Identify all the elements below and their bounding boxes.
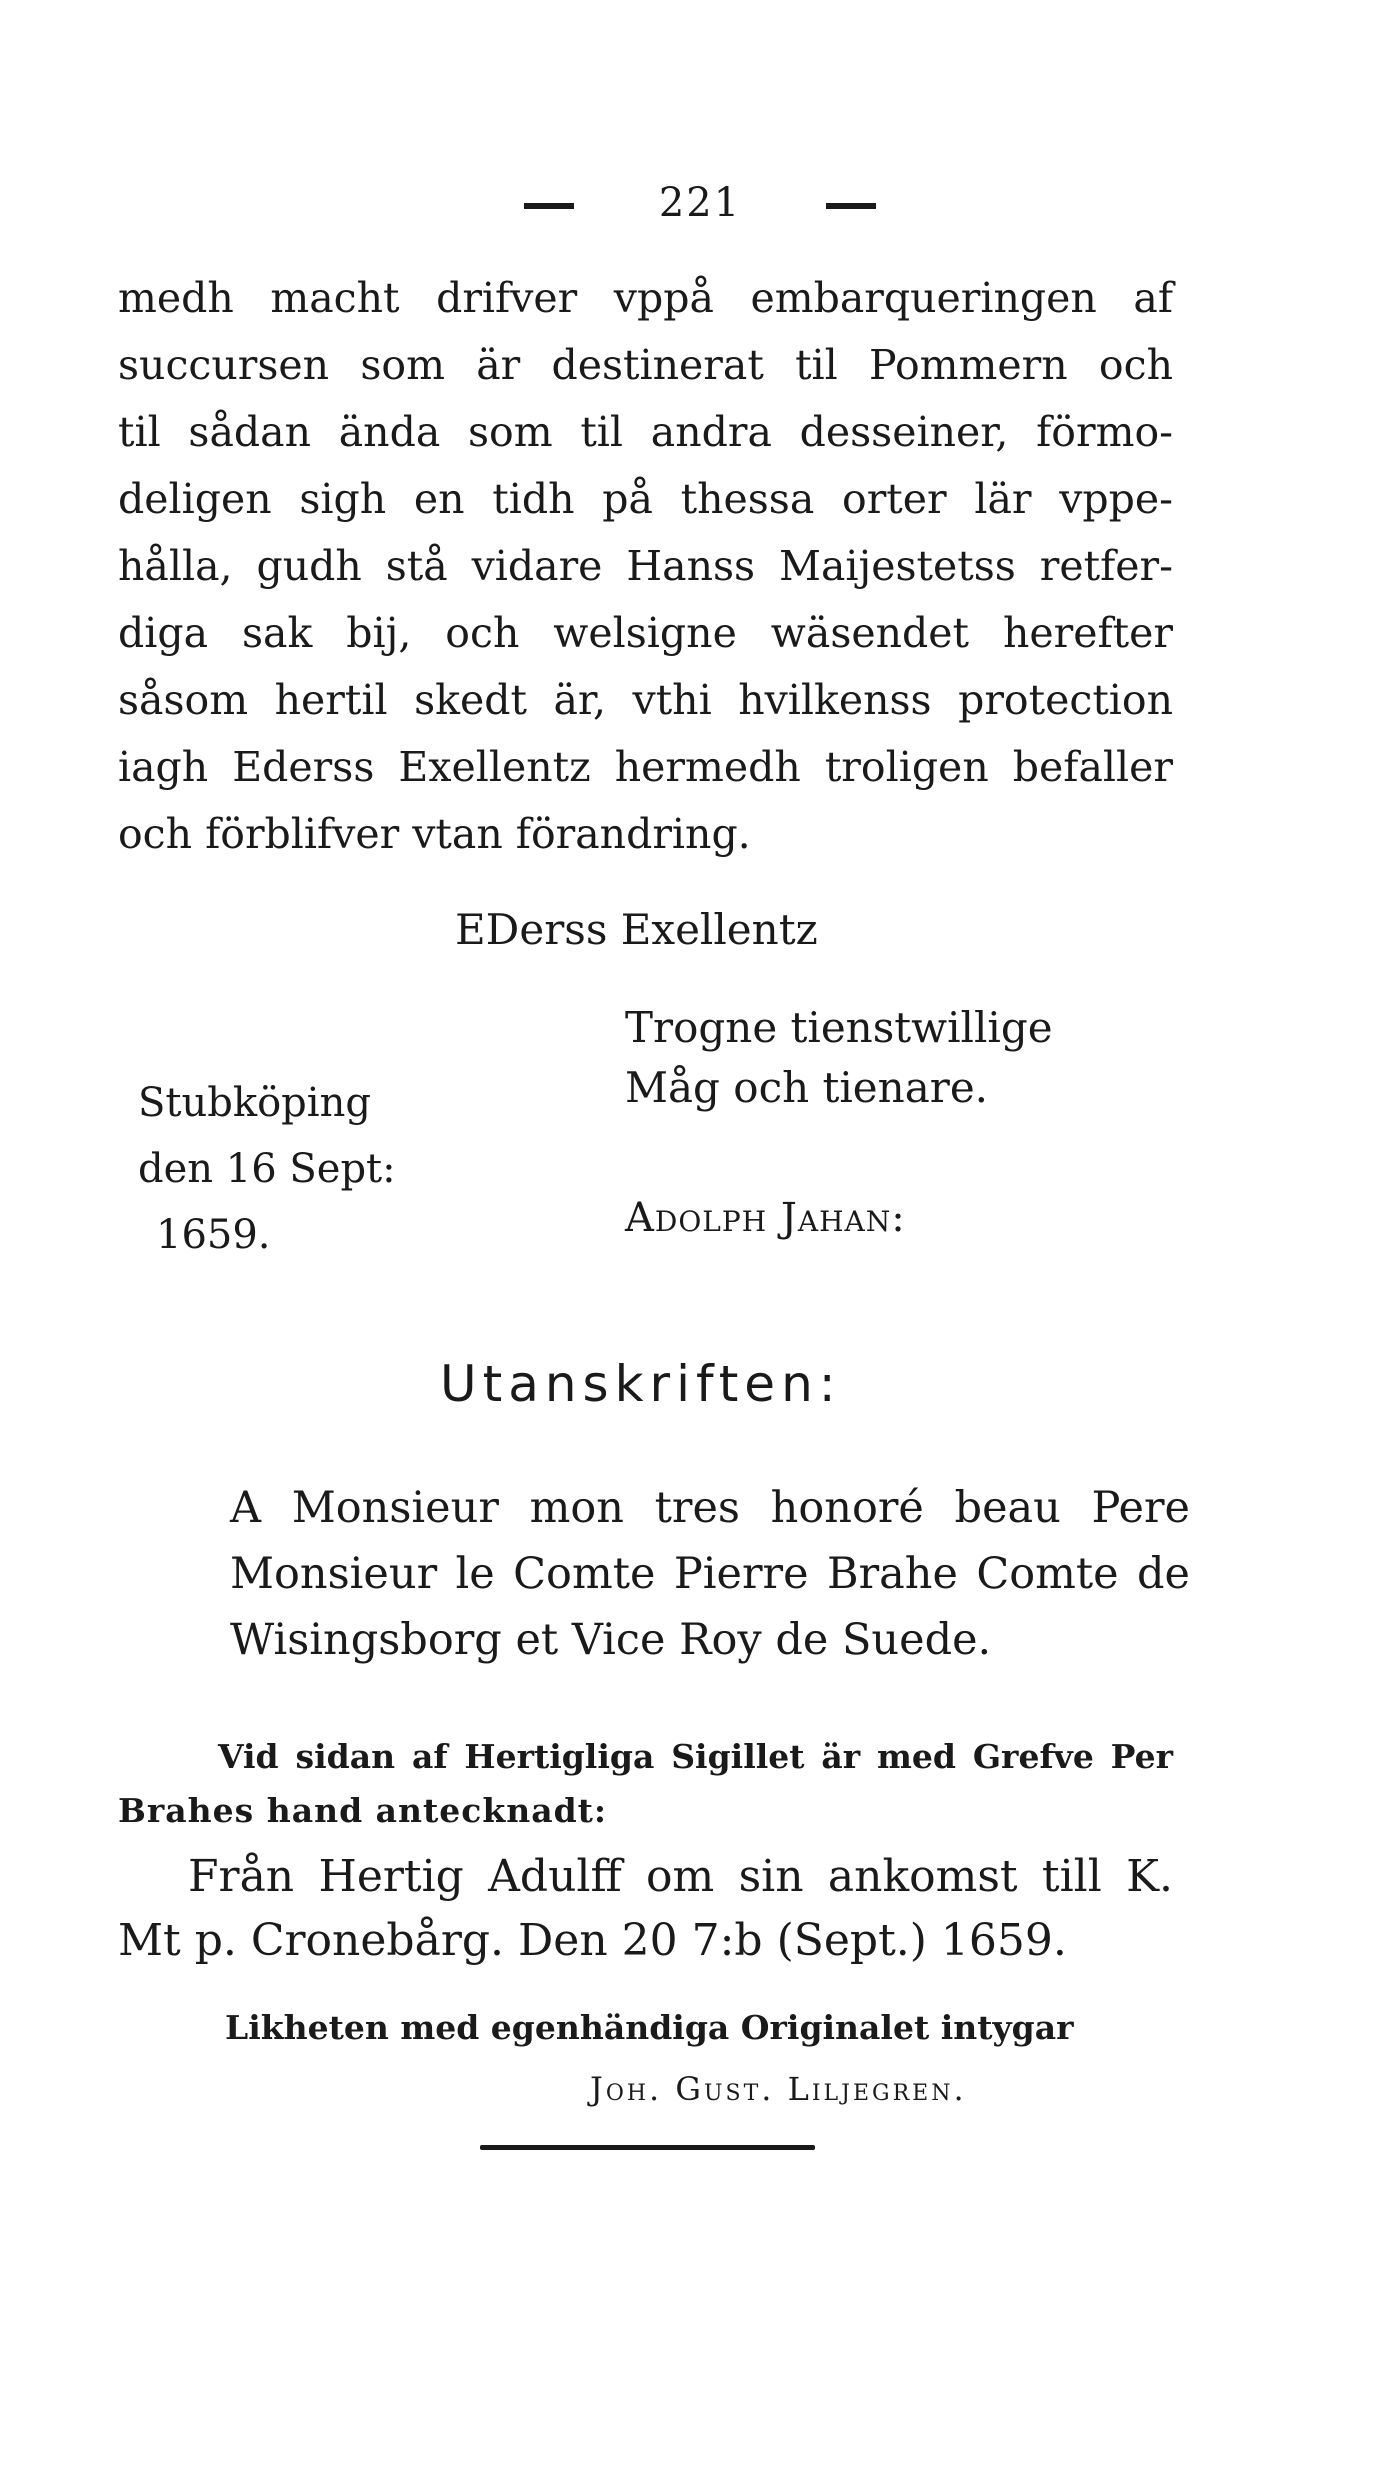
letter-body — [118, 265, 1173, 868]
attestation-name: Joh. Gust. Liljegren. — [590, 2070, 967, 2108]
body-line: såsom hertil skedt är, vthi hvilkenss protection — [118, 676, 1173, 724]
body-line: hålla, gudh stå vidare Hanss Maijestetss retfer- — [118, 542, 1173, 590]
address-block — [230, 1475, 1190, 1673]
note-line: Vid sidan af Hertigliga Sigillet är med Grefve Per — [218, 1737, 1173, 1776]
note-line: Brahes hand antecknadt: — [118, 1791, 608, 1830]
address-line: A Monsieur mon tres honoré beau Pere — [230, 1483, 1190, 1533]
place-date — [138, 1070, 396, 1268]
body-line: til sådan ända som til andra desseiner, förmo- — [118, 408, 1173, 456]
date-line: den 16 Sept: — [138, 1146, 396, 1192]
body-line: medh macht drifver vppå embarqueringen af — [118, 274, 1173, 322]
endorsement-line: Mt p. Cronebårg. Den 20 7:b (Sept.) 1659. — [118, 1915, 1067, 1966]
header-dash-left — [524, 203, 574, 209]
closing-rule — [480, 2145, 815, 2150]
endorsement — [118, 1845, 1173, 1973]
endorsement-line: Från Hertig Adulff om sin ankomst till K. — [188, 1851, 1173, 1902]
body-line: deligen sigh en tidh på thessa orter lär vppe- — [118, 475, 1173, 523]
signature: Adolph Jahan: — [625, 1195, 906, 1241]
closing-salutation: EDerss Exellentz — [455, 905, 818, 954]
address-line: Monsieur le Comte Pierre Brahe Comte de — [230, 1549, 1190, 1599]
page-number: 221 — [658, 180, 742, 226]
signoff — [625, 998, 1053, 1118]
signoff-line: Trogne tienstwillige — [625, 1003, 1053, 1052]
attestation: Likheten med egenhändiga Originalet intygar — [225, 2008, 1074, 2047]
header-dash-right — [826, 203, 876, 209]
signoff-line: Måg och tienare. — [625, 1063, 989, 1112]
place-line: Stubköping — [138, 1080, 371, 1126]
body-line: iagh Ederss Exellentz hermedh troligen befaller — [118, 743, 1173, 791]
section-heading: Utanskriften: — [440, 1355, 842, 1413]
page-header — [0, 180, 1400, 226]
body-line: och förblifver vtan förandring. — [118, 810, 751, 858]
year-line: 1659. — [156, 1212, 271, 1258]
body-line: diga sak bij, och welsigne wäsendet herefter — [118, 609, 1173, 657]
body-line: succursen som är destinerat til Pommern och — [118, 341, 1173, 389]
address-line: Wisingsborg et Vice Roy de Suede. — [230, 1615, 992, 1665]
editorial-note — [118, 1730, 1173, 1838]
